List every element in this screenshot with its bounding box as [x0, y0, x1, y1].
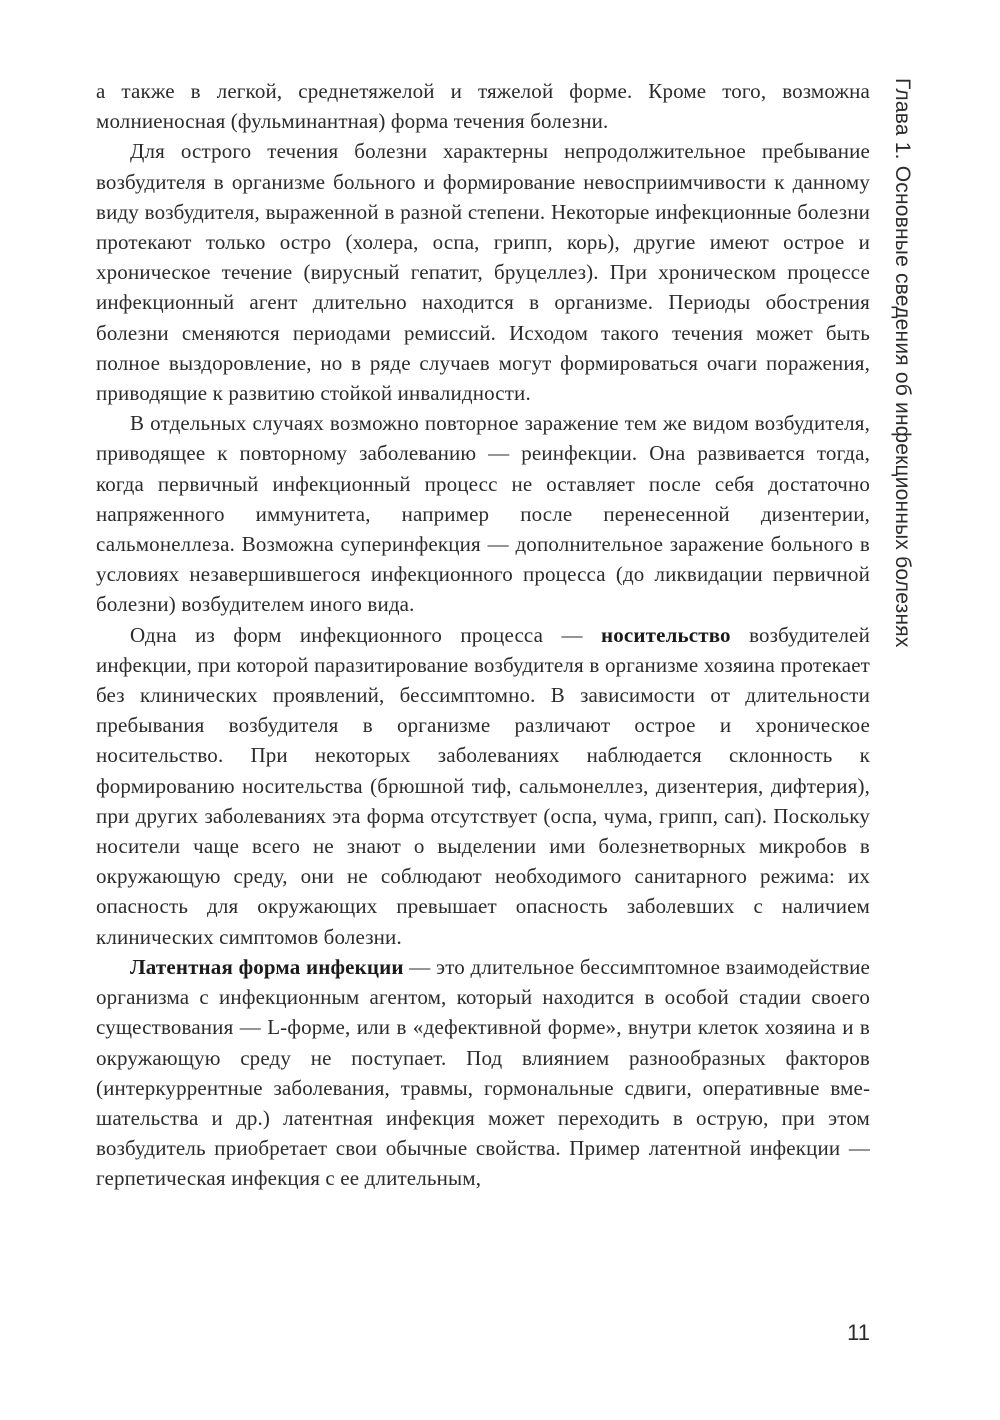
term-carrier-state: носительство [601, 622, 731, 647]
running-head: Глава 1. Основные сведения об инфекционных болезнях [891, 78, 914, 648]
paragraph-1: а также в легкой, среднетяжелой и тяжелой форме. Кроме того, возможна молниеносная (фульминантная) форма течения болезни. [96, 79, 870, 134]
paragraph-4 [96, 620, 870, 952]
paragraph-4-lead: Одна из форм инфекционного процесса — [130, 622, 602, 647]
body-text [96, 76, 870, 1194]
paragraph-5-rest: — это длительное бессимптомное взаимодействие организма с инфекционным агентом, который находится в особой стадии своего существования — L-форме, или в «дефективной форме», внутри клеток хозяина и в окружающую среду не поступает. Под влиянием разнообразных факторов (интеркуррентные заболевания, травмы, гормональные сдвиги, оперативные вмешательства и др.) латентная инфекция может переходить в острую, при этом возбудитель приобретает свои обычные свойства. Пример латентной инфекции — герпетическая инфекция с ее длительным, [96, 954, 870, 1191]
term-latent-infection: Латентная форма инфекции [130, 954, 404, 979]
page-number: 11 [847, 1320, 870, 1345]
paragraph-3: В отдельных случаях возможно повторное заражение тем же видом возбудителя, приводящее к повторному заболеванию — реинфекции. Она развивается тогда, когда первичный инфекционный процесс не оставляет после себя достаточно напряженного иммунитета, например после перенесенной дизентерии, сальмонеллеза. Возможна суперинфекция — дополнительное заражение больного в условиях незавершившегося инфекционного процесса (до ликвидации первичной болезни) возбудителем иного вида. [96, 411, 870, 617]
paragraph-2: Для острого течения болезни характерны непродолжительное пребывание возбудителя в организме больного и формирование невосприимчивости к данному виду возбудителя, выраженной в разной степени. Некоторые инфекционные болезни протекают только остро (холера, оспа, грипп, корь), другие имеют острое и хроническое течение (вирусный гепатит, бруцеллез). При хроническом процессе инфекционный агент длительно находится в организме. Периоды обострения болезни сменяются периодами ремиссий. Исходом такого течения может быть полное выздоровление, но в ряде случаев могут формироваться очаги поражения, приводящие к развитию стойкой инвалидности. [96, 139, 870, 406]
paragraph-5 [96, 952, 870, 1194]
paragraph-4-rest: возбудителей инфекции, при которой паразитирование возбудителя в организме хозяина протекает без клинических проявлений, бессимптомно. В зависимости от длительности пребывания возбудителя в организме различают острое и хроническое носительство. При некоторых заболеваниях наблюдается склонность к формированию носительства (брюшной тиф, сальмонеллез, дизентерия, дифтерия), при других заболеваниях эта форма отсутствует (оспа, чума, грипп, сап). Поскольку носители чаще всего не знают о выделении ими болезнетворных микробов в окружающую среду, они не соблюдают необходимого санитарного режима: их опасность для окружающих превышает опасность заболевших с наличием клинических симптомов болезни. [96, 622, 870, 949]
